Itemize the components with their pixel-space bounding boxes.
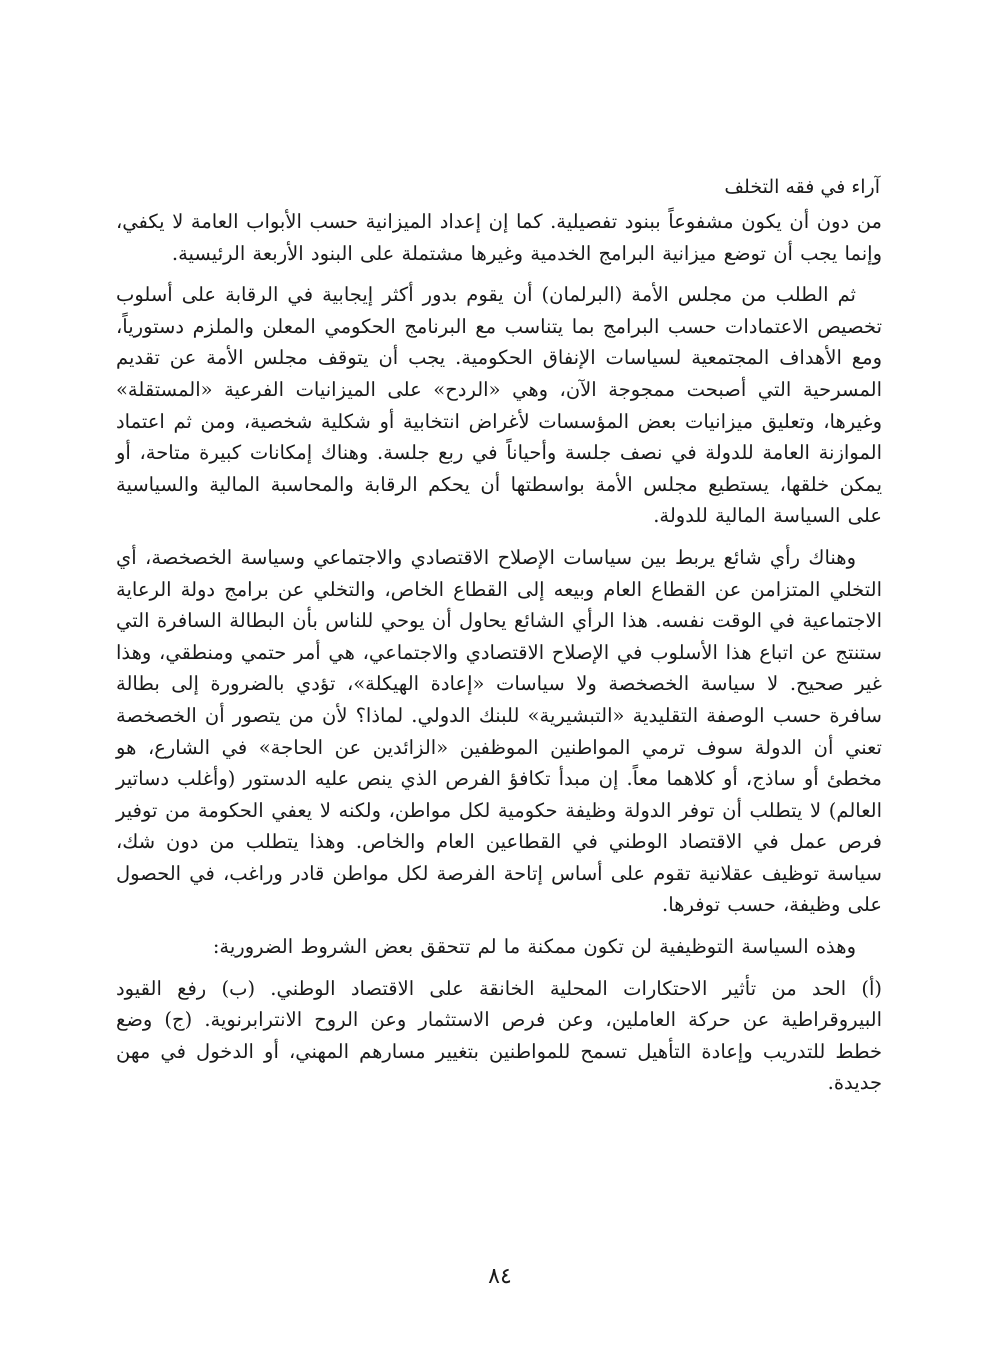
paragraph-privatization-unemployment: وهناك رأي شائع يربط بين سياسات الإصلاح الاقتصادي والاجتماعي وسياسة الخصخصة، أي التخلي المتزامن عن القطاع العام وبيعه إلى القطاع الخاص، والتخلي عن برامج دولة الرعاية الاجتماعية في الوقت نفسه. هذا الرأي الشائع يحاول أن يوحي للناس بأن البطالة السافرة التي ستنتج عن اتباع هذا الأسلوب في الإصلاح الاقتصادي والاجتماعي، هي أمر حتمي ومنطقي، وهذا غير صحيح. لا سياسة الخصخصة ولا سياسات «إعادة الهيكلة»، تؤدي بالضرورة إلى بطالة سافرة حسب الوصفة التقليدية «التبشيرية» للبنك الدولي. لماذا؟ لأن من يتصور أن الخصخصة تعني أن الدولة سوف ترمي المواطنين الموظفين «الزائدين عن الحاجة» في الشارع، هو مخطئ أو ساذج، أو كلاهما معاً. إن مبدأ تكافؤ الفرص الذي ينص عليه الدستور (وأغلب دساتير العالم) لا يتطلب أن توفر الدولة وظيفة حكومية لكل مواطن، ولكنه لا يعفي الحكومة من توفير فرص عمل في الاقتصاد الوطني في القطاعين العام والخاص. وهذا يتطلب من دون شك، سياسة توظيف عقلانية تقوم على أساس إتاحة الفرصة لكل مواطن قادر وراغب، في الحصول على وظيفة، حسب توفرها. (116, 545, 882, 917)
running-header: آراء في فقه التخلف (724, 176, 880, 198)
paragraph-employment-conditions: وهذه السياسة التوظيفية لن تكون ممكنة ما لم تتحقق بعض الشروط الضرورية: (212, 935, 856, 959)
paragraph-conditions-list: (أ) الحد من تأثير الاحتكارات المحلية الخانقة على الاقتصاد الوطني. (ب) رفع القيود البيروقراطية عن حركة العاملين، وعن فرص الاستثمار وعن الروح الانترابرنوية. (ج) وضع خطط للتدريب وإعادة التأهيل تسمح للمواطنين بتغيير مسارهم المهني، أو الدخول في مهن جديدة. (116, 976, 882, 1095)
body-text (116, 206, 882, 1109)
paragraph-budget-items: من دون أن يكون مشفوعاً ببنود تفصيلية. كما إن إعداد الميزانية حسب الأبواب العامة لا يكفي، وإنما يجب أن توضع ميزانية البرامج الخدمية وغيرها مشتملة على البنود الأربعة الرئيسية. (116, 210, 882, 265)
page-number: ٨٤ (488, 1264, 512, 1289)
paragraph-parliament-oversight: ثم الطلب من مجلس الأمة (البرلمان) أن يقوم بدور أكثر إيجابية في الرقابة على أسلوب تخصيص الاعتمادات حسب البرامج بما يتناسب مع البرنامج الحكومي المعلن والملزم دستورياً، ومع الأهداف المجتمعية لسياسات الإنفاق الحكومية. يجب أن يتوقف مجلس الأمة عن تقديم المسرحية التي أصبحت ممجوجة الآن، وهي «الردح» على الميزانيات الفرعية «المستقلة» وغيرها، وتعليق ميزانيات بعض المؤسسات لأغراض انتخابية أو شكلية شخصية، ومن ثم اعتماد الموازنة العامة للدولة في نصف جلسة وأحياناً في ربع جلسة. وهناك إمكانات كبيرة متاحة، أو يمكن خلقها، يستطيع مجلس الأمة بواسطتها أن يحكم الرقابة والمحاسبة المالية والسياسية على السياسة المالية للدولة. (116, 283, 882, 528)
